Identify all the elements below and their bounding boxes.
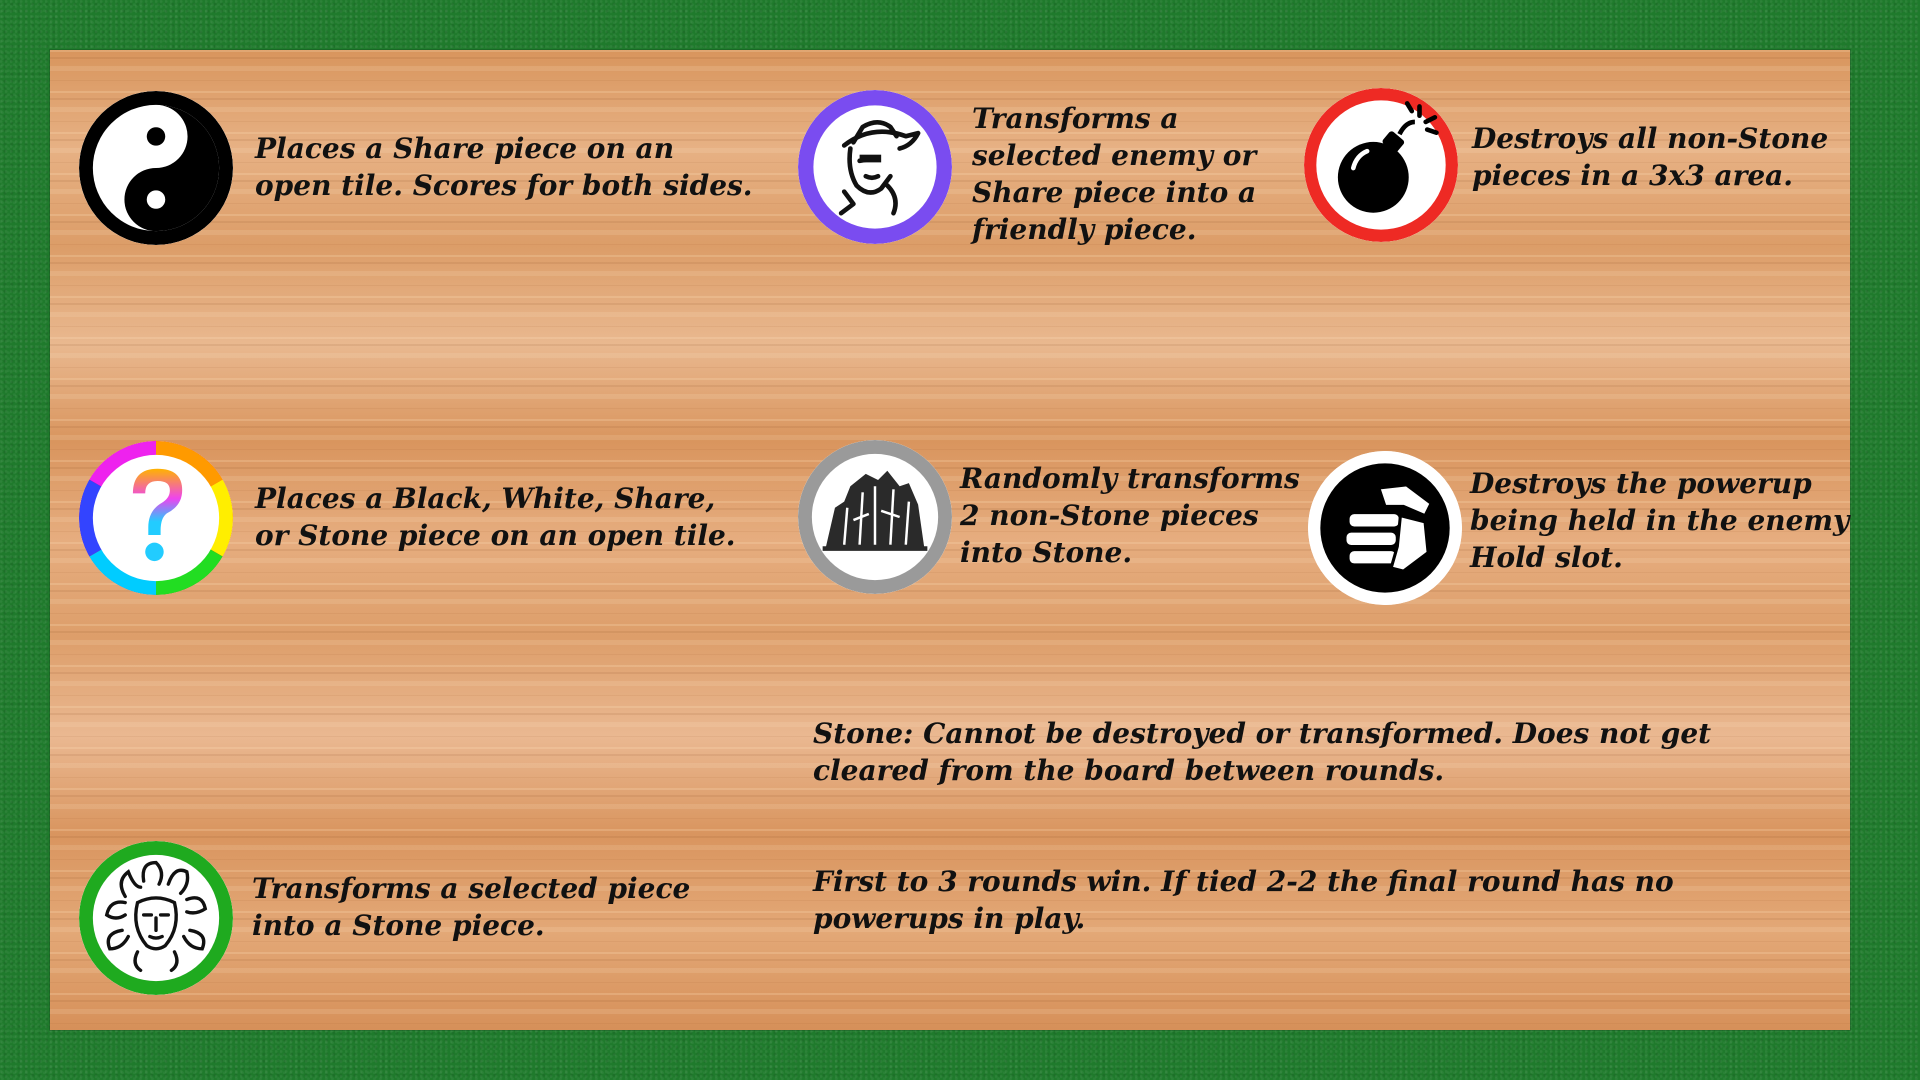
smash-description: Destroys the powerup being held in the enemy Hold slot. [1470,467,1850,574]
stone-rule-note: Stone: Cannot be destroyed or transformed. Does not get cleared from the board between rounds. [813,717,1712,787]
share-description: Places a Share piece on an open tile. Scores for both sides. [255,132,753,202]
fist-icon [1308,451,1462,605]
medusa-icon [79,841,233,995]
question-mark-icon [79,441,233,595]
thief-icon [798,90,952,244]
bomb-description: Destroys all non-Stone pieces in a 3x3 area. [1472,122,1829,192]
bomb-icon [1304,88,1458,242]
thief-description: Transforms a selected enemy or Share piece into a friendly piece. [972,102,1257,246]
random-description: Places a Black, White, Share, or Stone piece on an open tile. [255,482,736,552]
rounds-rule-note: First to 3 rounds win. If tied 2-2 the final round has no powerups in play. [813,865,1674,935]
medusa-description: Transforms a selected piece into a Stone piece. [252,872,691,942]
rocks-icon [798,440,952,594]
rockslide-description: Randomly transforms 2 non-Stone pieces into Stone. [960,462,1300,569]
yin-yang-icon [79,91,233,245]
